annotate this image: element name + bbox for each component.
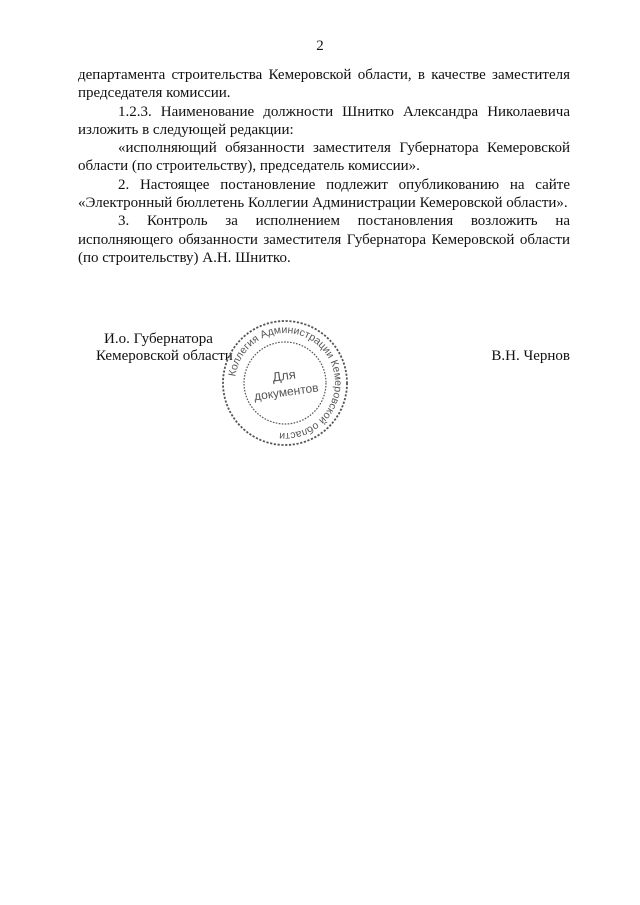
page-number: 2 [316, 38, 324, 54]
paragraph-item-2: 2. Настоящее постановление подлежит опубликованию на сайте «Электронный бюллетень Коллегии Администрации Кемеровской области». [78, 176, 570, 212]
paragraph-item-3: 3. Контроль за исполнением постановления возложить на исполняющего обязанности заместителя Губернатора Кемеровской области (по строительству) А.Н. Шнитко. [78, 213, 570, 266]
stamp-outer-ring [223, 321, 347, 445]
paragraph-quote: «исполняющий обязанности заместителя Губернатора Кемеровской области (по строительству), председатель комиссии». [78, 140, 570, 175]
paragraph-item-1-2-3: 1.2.3. Наименование должности Шнитко Александра Николаевича изложить в следующей редакции: [78, 103, 570, 138]
stamp-ring-text: Коллегия Администрации Кемеровской области [226, 323, 345, 443]
paragraph-continuation: департамента строительства Кемеровской области, в качестве заместителя председателя комиссии. [78, 67, 570, 102]
signatory-name: В.Н. Чернов [491, 348, 570, 364]
document-body [78, 66, 570, 267]
stamp-center-line2: документов [253, 380, 320, 404]
stamp-center-line1: Для [271, 366, 297, 385]
signatory-title-line1: И.о. Губернатора [104, 331, 213, 347]
official-stamp [220, 318, 350, 448]
signatory-title-line2: Кемеровской области [96, 348, 233, 364]
